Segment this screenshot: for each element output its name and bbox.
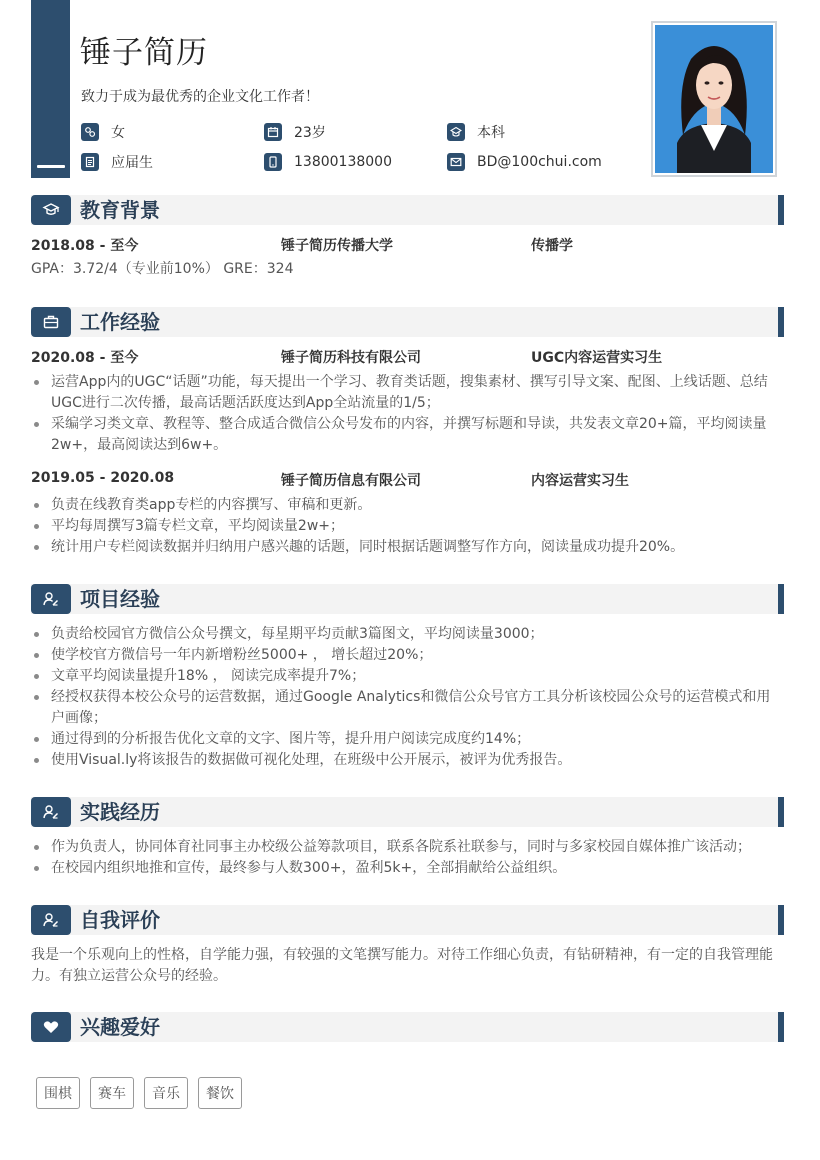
hobby-tag: 围棋 bbox=[36, 1077, 80, 1109]
info-email bbox=[447, 152, 602, 172]
work-bullets-2 bbox=[31, 495, 784, 558]
list-item: 负责在线教育类app专栏的内容撰写、审稿和更新。 bbox=[31, 495, 784, 516]
section-right-bar bbox=[778, 195, 784, 225]
list-item: 负责给校园官方微信公众号撰文，每星期平均贡献3篇图文，平均阅读量3000； bbox=[31, 624, 784, 645]
resume-name: 锤子简历 bbox=[80, 35, 208, 71]
profile-photo bbox=[651, 21, 777, 177]
education-row bbox=[31, 235, 784, 255]
hobby-tag: 餐饮 bbox=[198, 1077, 242, 1109]
phone-icon bbox=[264, 153, 282, 171]
list-item: 使学校官方微信号一年内新增粉丝5000+ ， 增长超过20%； bbox=[31, 645, 784, 666]
work-role: 内容运营实习生 bbox=[531, 473, 629, 489]
education-school: 锤子简历传播大学 bbox=[281, 238, 393, 254]
education-detail: GPA：3.72/4（专业前10%） GRE：324 bbox=[31, 261, 294, 277]
mail-icon bbox=[447, 153, 465, 171]
section-education-header bbox=[31, 195, 784, 225]
list-item: 文章平均阅读量提升18% ， 阅读完成率提升7%； bbox=[31, 666, 784, 687]
section-hobbies-header bbox=[31, 1012, 784, 1042]
section-education-title: 教育背景 bbox=[80, 198, 160, 222]
info-degree-value: 本科 bbox=[477, 125, 505, 141]
work-company: 锤子简历科技有限公司 bbox=[281, 350, 421, 366]
info-email-value: BD@100chui.com bbox=[477, 154, 602, 170]
info-phone-value: 13800138000 bbox=[294, 154, 392, 170]
education-major: 传播学 bbox=[531, 238, 573, 254]
section-self-title: 自我评价 bbox=[80, 908, 160, 932]
section-right-bar bbox=[778, 797, 784, 827]
list-item: 使用Visual.ly将该报告的数据做可视化处理，在班级中公开展示，被评为优秀报告。 bbox=[31, 750, 784, 771]
section-projects-title: 项目经验 bbox=[80, 587, 160, 611]
education-period: 2018.08 - 至今 bbox=[31, 238, 139, 254]
work-company: 锤子简历信息有限公司 bbox=[281, 473, 421, 489]
document-icon bbox=[81, 153, 99, 171]
briefcase-icon bbox=[31, 307, 71, 337]
user-edit-icon bbox=[31, 584, 71, 614]
section-work-header bbox=[31, 307, 784, 337]
practice-bullets bbox=[31, 837, 784, 879]
info-phone bbox=[264, 152, 392, 172]
list-item: 通过得到的分析报告优化文章的文字、图片等，提升用户阅读完成度约14%； bbox=[31, 729, 784, 750]
projects-bullets bbox=[31, 624, 784, 771]
user-edit-icon bbox=[31, 905, 71, 935]
work-row-1 bbox=[31, 347, 784, 367]
section-projects-header bbox=[31, 584, 784, 614]
work-row-2 bbox=[31, 470, 784, 490]
info-status bbox=[81, 152, 153, 172]
info-degree bbox=[447, 122, 505, 142]
work-period: 2019.05 - 2020.08 bbox=[31, 470, 175, 486]
info-gender bbox=[81, 122, 125, 142]
heart-icon bbox=[31, 1012, 71, 1042]
list-item: 在校园内组织地推和宣传，最终参与人数300+，盈利5k+，全部捐献给公益组织。 bbox=[31, 858, 784, 879]
user-edit-icon bbox=[31, 797, 71, 827]
education-icon bbox=[447, 123, 465, 141]
section-hobbies-title: 兴趣爱好 bbox=[80, 1015, 160, 1039]
section-practice-title: 实践经历 bbox=[80, 800, 160, 824]
work-period: 2020.08 - 至今 bbox=[31, 350, 139, 366]
section-right-bar bbox=[778, 584, 784, 614]
section-right-bar bbox=[778, 1012, 784, 1042]
hobby-tags bbox=[36, 1077, 242, 1109]
gender-icon bbox=[81, 123, 99, 141]
header-side-bar bbox=[31, 0, 70, 178]
list-item: 运营App内的UGC“话题”功能，每天提出一个学习、教育类话题，搜集素材、撰写引导文案、配图、上线话题、总结UGC进行二次传播，最高话题活跃度达到App全站流量的1/5； bbox=[31, 372, 784, 414]
info-gender-value: 女 bbox=[111, 125, 125, 141]
section-self-header bbox=[31, 905, 784, 935]
work-bullets-1 bbox=[31, 372, 784, 456]
list-item: 经授权获得本校公众号的运营数据，通过Google Analytics和微信公众号官方工具分析该校园公众号的运营模式和用户画像； bbox=[31, 687, 784, 729]
section-right-bar bbox=[778, 905, 784, 935]
list-item: 采编学习类文章、教程等、整合成适合微信公众号发布的内容，并撰写标题和导读，共发表文章20+篇，平均阅读量2w+，最高阅读达到6w+。 bbox=[31, 414, 784, 456]
work-role: UGC内容运营实习生 bbox=[531, 350, 663, 366]
info-age bbox=[264, 122, 326, 142]
section-work-title: 工作经验 bbox=[80, 310, 160, 334]
section-practice-header bbox=[31, 797, 784, 827]
resume-tagline: 致力于成为最优秀的企业文化工作者！ bbox=[81, 89, 319, 105]
graduation-cap-icon bbox=[31, 195, 71, 225]
hobby-tag: 赛车 bbox=[90, 1077, 134, 1109]
list-item: 统计用户专栏阅读数据并归纳用户感兴趣的话题，同时根据话题调整写作方向，阅读量成功提升20%。 bbox=[31, 537, 784, 558]
side-bar-dash bbox=[37, 165, 65, 168]
calendar-icon bbox=[264, 123, 282, 141]
list-item: 平均每周撰写3篇专栏文章，平均阅读量2w+； bbox=[31, 516, 784, 537]
info-status-value: 应届生 bbox=[111, 155, 153, 171]
section-right-bar bbox=[778, 307, 784, 337]
hobby-tag: 音乐 bbox=[144, 1077, 188, 1109]
self-evaluation-text: 我是一个乐观向上的性格，自学能力强，有较强的文笔撰写能力。对待工作细心负责，有钻研精神，有一定的自我管理能力。有独立运营公众号的经验。 bbox=[31, 947, 773, 984]
list-item: 作为负责人，协同体育社同事主办校级公益筹款项目，联系各院系社联参与，同时与多家校园自媒体推广该活动； bbox=[31, 837, 784, 858]
info-age-value: 23岁 bbox=[294, 125, 326, 141]
